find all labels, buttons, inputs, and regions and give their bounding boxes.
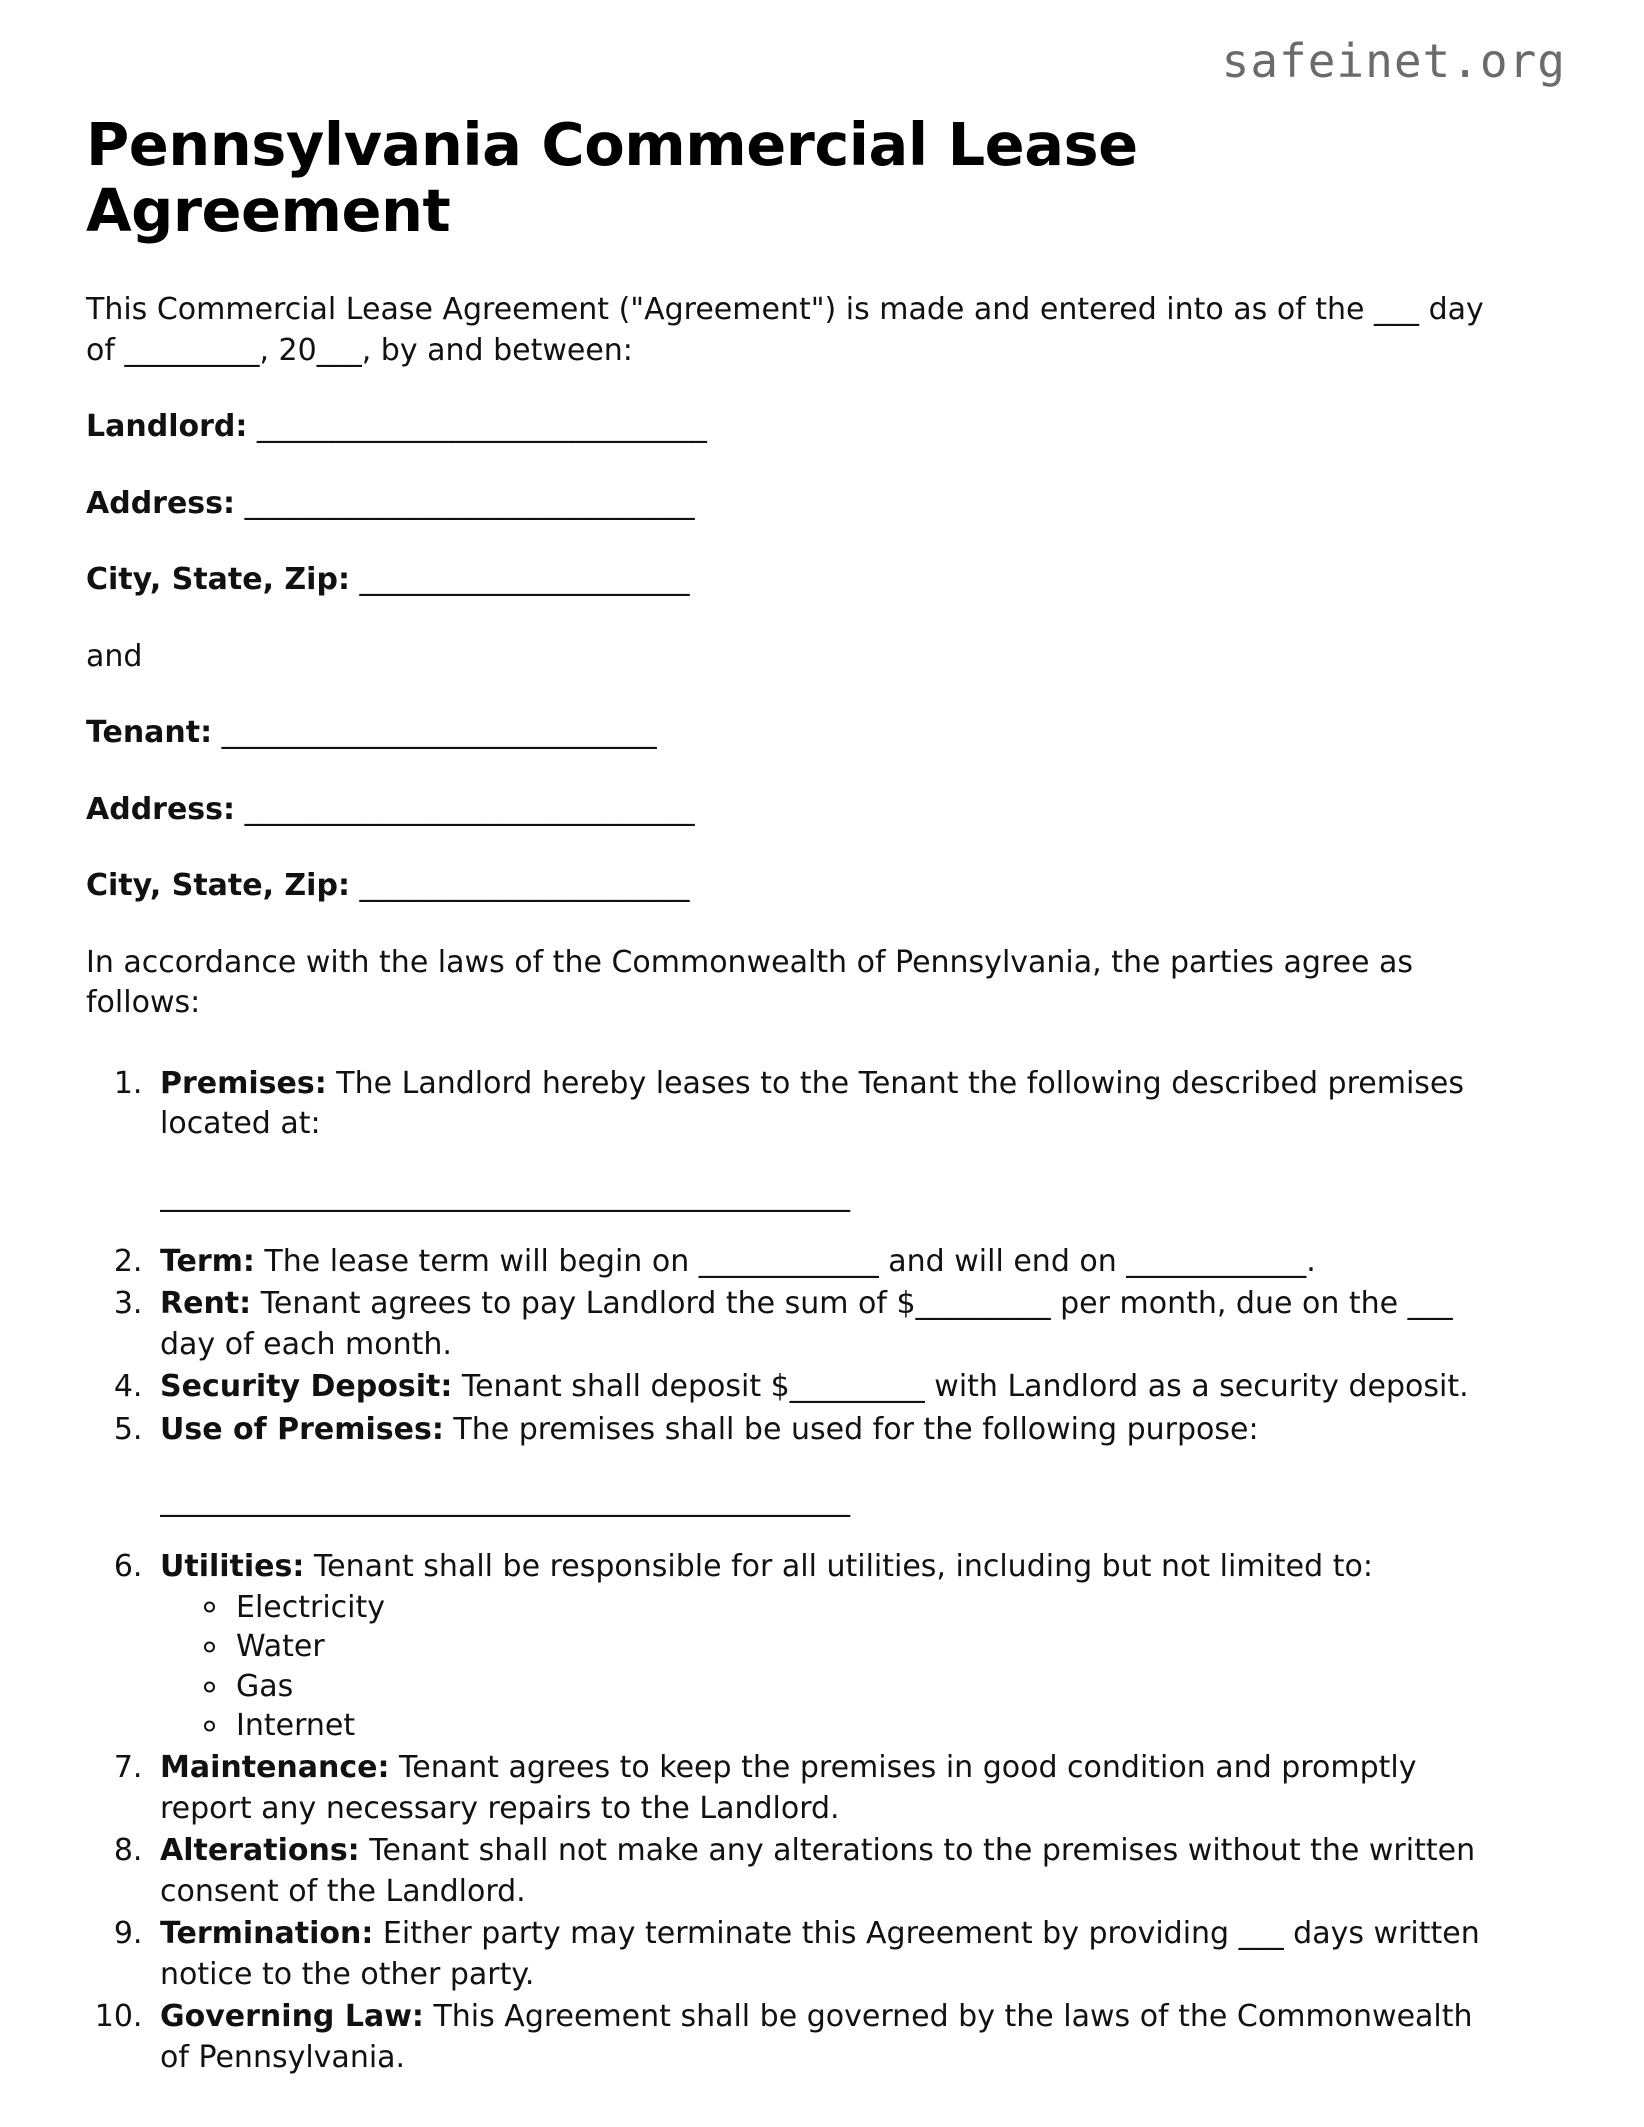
tenant-citystatezip-field [86,866,1506,907]
landlord-address-field [86,484,1506,525]
clause-blank-line[interactable]: ______________________________________________ [160,1484,850,1518]
tenant-address-underscores[interactable]: ______________________________ [244,791,695,827]
clause-label: Governing Law: [160,1999,424,2035]
clause-text: Either party may terminate this Agreement by providing ___ days written notice to the other party. [160,1916,1480,1992]
tenant-name-gap[interactable] [212,715,222,750]
clause-text: The premises shall be used for the following purpose: [443,1411,1259,1447]
clause-label: Rent: [160,1286,252,1322]
list-item [202,1627,1506,1667]
landlord-name-blank[interactable] [247,409,257,444]
landlord-citystatezip-field [86,560,1506,601]
list-item-label: Electricity [236,1589,386,1625]
clause-text: Tenant agrees to pay Landlord the sum of $_________ per month, due on the ___ day of each month. [160,1286,1453,1362]
landlord-name-underscores[interactable]: ______________________________ [256,409,707,445]
clause-label: Security Deposit: [160,1369,453,1405]
list-item [202,1667,1506,1707]
tenant-name-field [86,713,1506,754]
landlord-address-label: Address: [86,485,236,521]
landlord-name-field [86,407,1506,448]
circle-bullet-icon [204,1642,215,1653]
circle-bullet-icon [204,1602,215,1613]
clause-text: The Landlord hereby leases to the Tenant the following described premises located at: [160,1065,1465,1142]
clause-list [86,1064,1506,2078]
accordance-paragraph: In accordance with the laws of the Commonwealth of Pennsylvania, the parties agree as follows: [86,944,1414,1021]
clause-item [152,1410,1506,1518]
utilities-sublist [160,1588,1506,1746]
clause-text: The lease term will begin on ____________ and will end on ____________. [254,1243,1316,1279]
circle-bullet-icon [204,1681,215,1692]
and-connector: and [86,638,143,674]
tenant-address-field [86,790,1506,831]
tenant-address-gap[interactable] [235,792,245,827]
list-item-label: Gas [236,1668,294,1704]
clause-item [152,1748,1506,1829]
list-item [202,1588,1506,1628]
clause-label: Alterations: [160,1833,360,1869]
clause-blank-line[interactable]: ______________________________________________ [160,1178,850,1212]
clause-item [152,1914,1506,1995]
clause-item [152,1367,1506,1408]
circle-bullet-icon [204,1721,215,1732]
tenant-citystatezip-label: City, State, Zip: [86,868,350,904]
clause-label: Term: [160,1243,255,1279]
clause-text: Tenant agrees to keep the premises in good condition and promptly report any necessary repairs to the Landlord. [160,1750,1417,1826]
intro-paragraph: This Commercial Lease Agreement ("Agreement") is made and entered into as of the ___ day of _________, 20___, by and between: [86,292,1484,368]
landlord-name-label: Landlord: [86,409,248,445]
clause-label: Maintenance: [160,1750,390,1786]
clause-text: Tenant shall be responsible for all utilities, including but not limited to: [304,1549,1373,1585]
list-item [202,1706,1506,1746]
tenant-name-label: Tenant: [86,715,213,751]
clause-label: Termination: [160,1916,374,1952]
clause-item [152,1064,1506,1212]
tenant-citystatezip-underscores[interactable]: ______________________ [359,868,690,904]
clause-text: This Agreement shall be governed by the laws of the Commonwealth of Pennsylvania. [160,1999,1473,2075]
tenant-address-label: Address: [86,791,236,827]
clause-text: Tenant shall not make any alterations to the premises without the written consent of the Landlord. [160,1833,1476,1909]
document-content [86,112,1506,2080]
list-item-label: Water [236,1629,325,1665]
clause-label: Premises: [160,1065,327,1101]
clause-label: Use of Premises: [160,1411,444,1447]
clause-text: Tenant shall deposit $_________ with Landlord as a security deposit. [452,1369,1469,1405]
clause-item [152,1831,1506,1912]
landlord-citystatezip-label: City, State, Zip: [86,562,350,598]
landlord-citystatezip-underscores[interactable]: ______________________ [359,562,690,598]
landlord-address-underscores[interactable]: ______________________________ [244,485,695,521]
clause-item [152,1997,1506,2078]
tenant-name-underscores[interactable]: _____________________________ [221,715,657,751]
clause-item [152,1284,1506,1365]
site-brand-watermark: safeinet.org [1221,34,1566,88]
clause-item [152,1547,1506,1746]
clause-item [152,1242,1506,1283]
page-title: Pennsylvania Commercial Lease Agreement [86,110,1138,246]
landlord-address-gap[interactable] [235,486,245,521]
clause-label: Utilities: [160,1549,305,1585]
list-item-label: Internet [236,1708,356,1744]
